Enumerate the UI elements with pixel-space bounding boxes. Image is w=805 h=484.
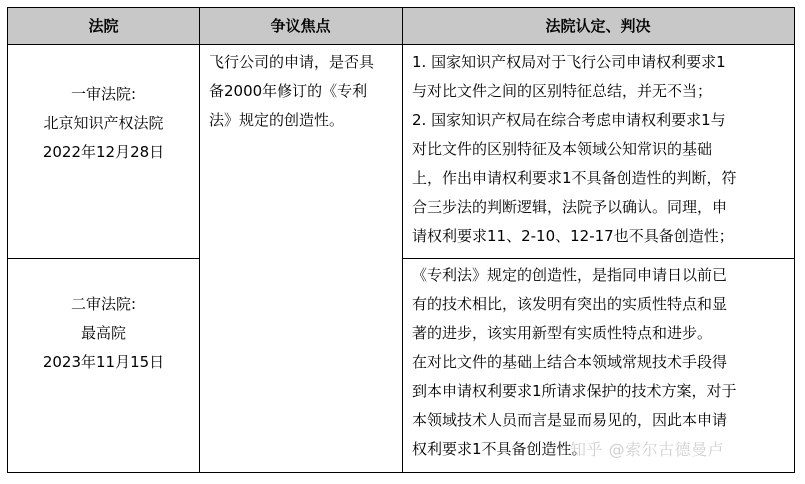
ruling-line: 请权利要求11、2-10、12-17也不具备创造性； [412,227,734,245]
ruling-line: 著的进步，该实用新型有实质性特点和进步。 [412,324,713,342]
ruling-line: 在对比文件的基础上结合本领域常规技术手段得 [412,353,728,371]
ruling-line: 2. 国家知识产权局在综合考虑申请权利要求1与 [412,111,726,129]
watermark: 知乎 @索尔古德曼卢 [570,440,725,459]
second-instance-date: 2023年11月15日 [42,353,165,371]
ruling-line: 与对比文件之间的区别特征总结，并无不当； [412,82,713,100]
ruling-table [7,7,795,473]
ruling-line: 《专利法》规定的创造性，是指同申请日以前已 [412,266,728,284]
second-instance-label: 二审法院: [70,295,137,313]
second-instance-court-cell [8,290,199,377]
ruling-line: 到本申请权利要求1所请求保护的技术方案，对于 [412,382,737,400]
row-divider [8,258,199,259]
first-instance-ruling-cell [412,48,786,251]
first-instance-date: 2022年12月28日 [42,143,165,161]
ruling-line: 对比文件的区别特征及本领域公知常识的基础 [412,140,713,158]
second-instance-court-name: 最高院 [80,324,126,342]
first-instance-court-cell [8,80,199,167]
first-instance-label: 一审法院: [70,85,137,103]
issue-line: 飞行公司的申请，是否具 [209,53,375,71]
ruling-line: 合三步法的判断逻辑，法院予以确认。同理，申 [412,198,728,216]
header-dispute-focus: 争议焦点 [270,17,331,35]
dispute-focus-cell [209,48,395,135]
column-divider [402,8,403,472]
issue-line: 备2000年修订的《专利 [209,82,368,100]
header-ruling: 法院认定、判决 [545,17,651,35]
second-instance-ruling-cell [412,261,786,464]
header-court: 法院 [88,17,119,35]
row-divider [402,258,794,259]
column-divider [199,8,200,472]
ruling-line: 本领域技术人员而言是显而易见的，因此本申请 [412,411,728,429]
ruling-line: 有的技术相比，该发明有突出的实质性特点和显 [412,295,728,313]
first-instance-court-name: 北京知识产权法院 [43,114,164,132]
ruling-line: 权利要求1不具备创造性。 [412,440,587,458]
issue-line: 法》规定的创造性。 [209,111,345,129]
ruling-line: 上，作出申请权利要求1不具备创造性的判断，符 [412,169,737,187]
ruling-line: 1. 国家知识产权局对于飞行公司申请权利要求1 [412,53,726,71]
